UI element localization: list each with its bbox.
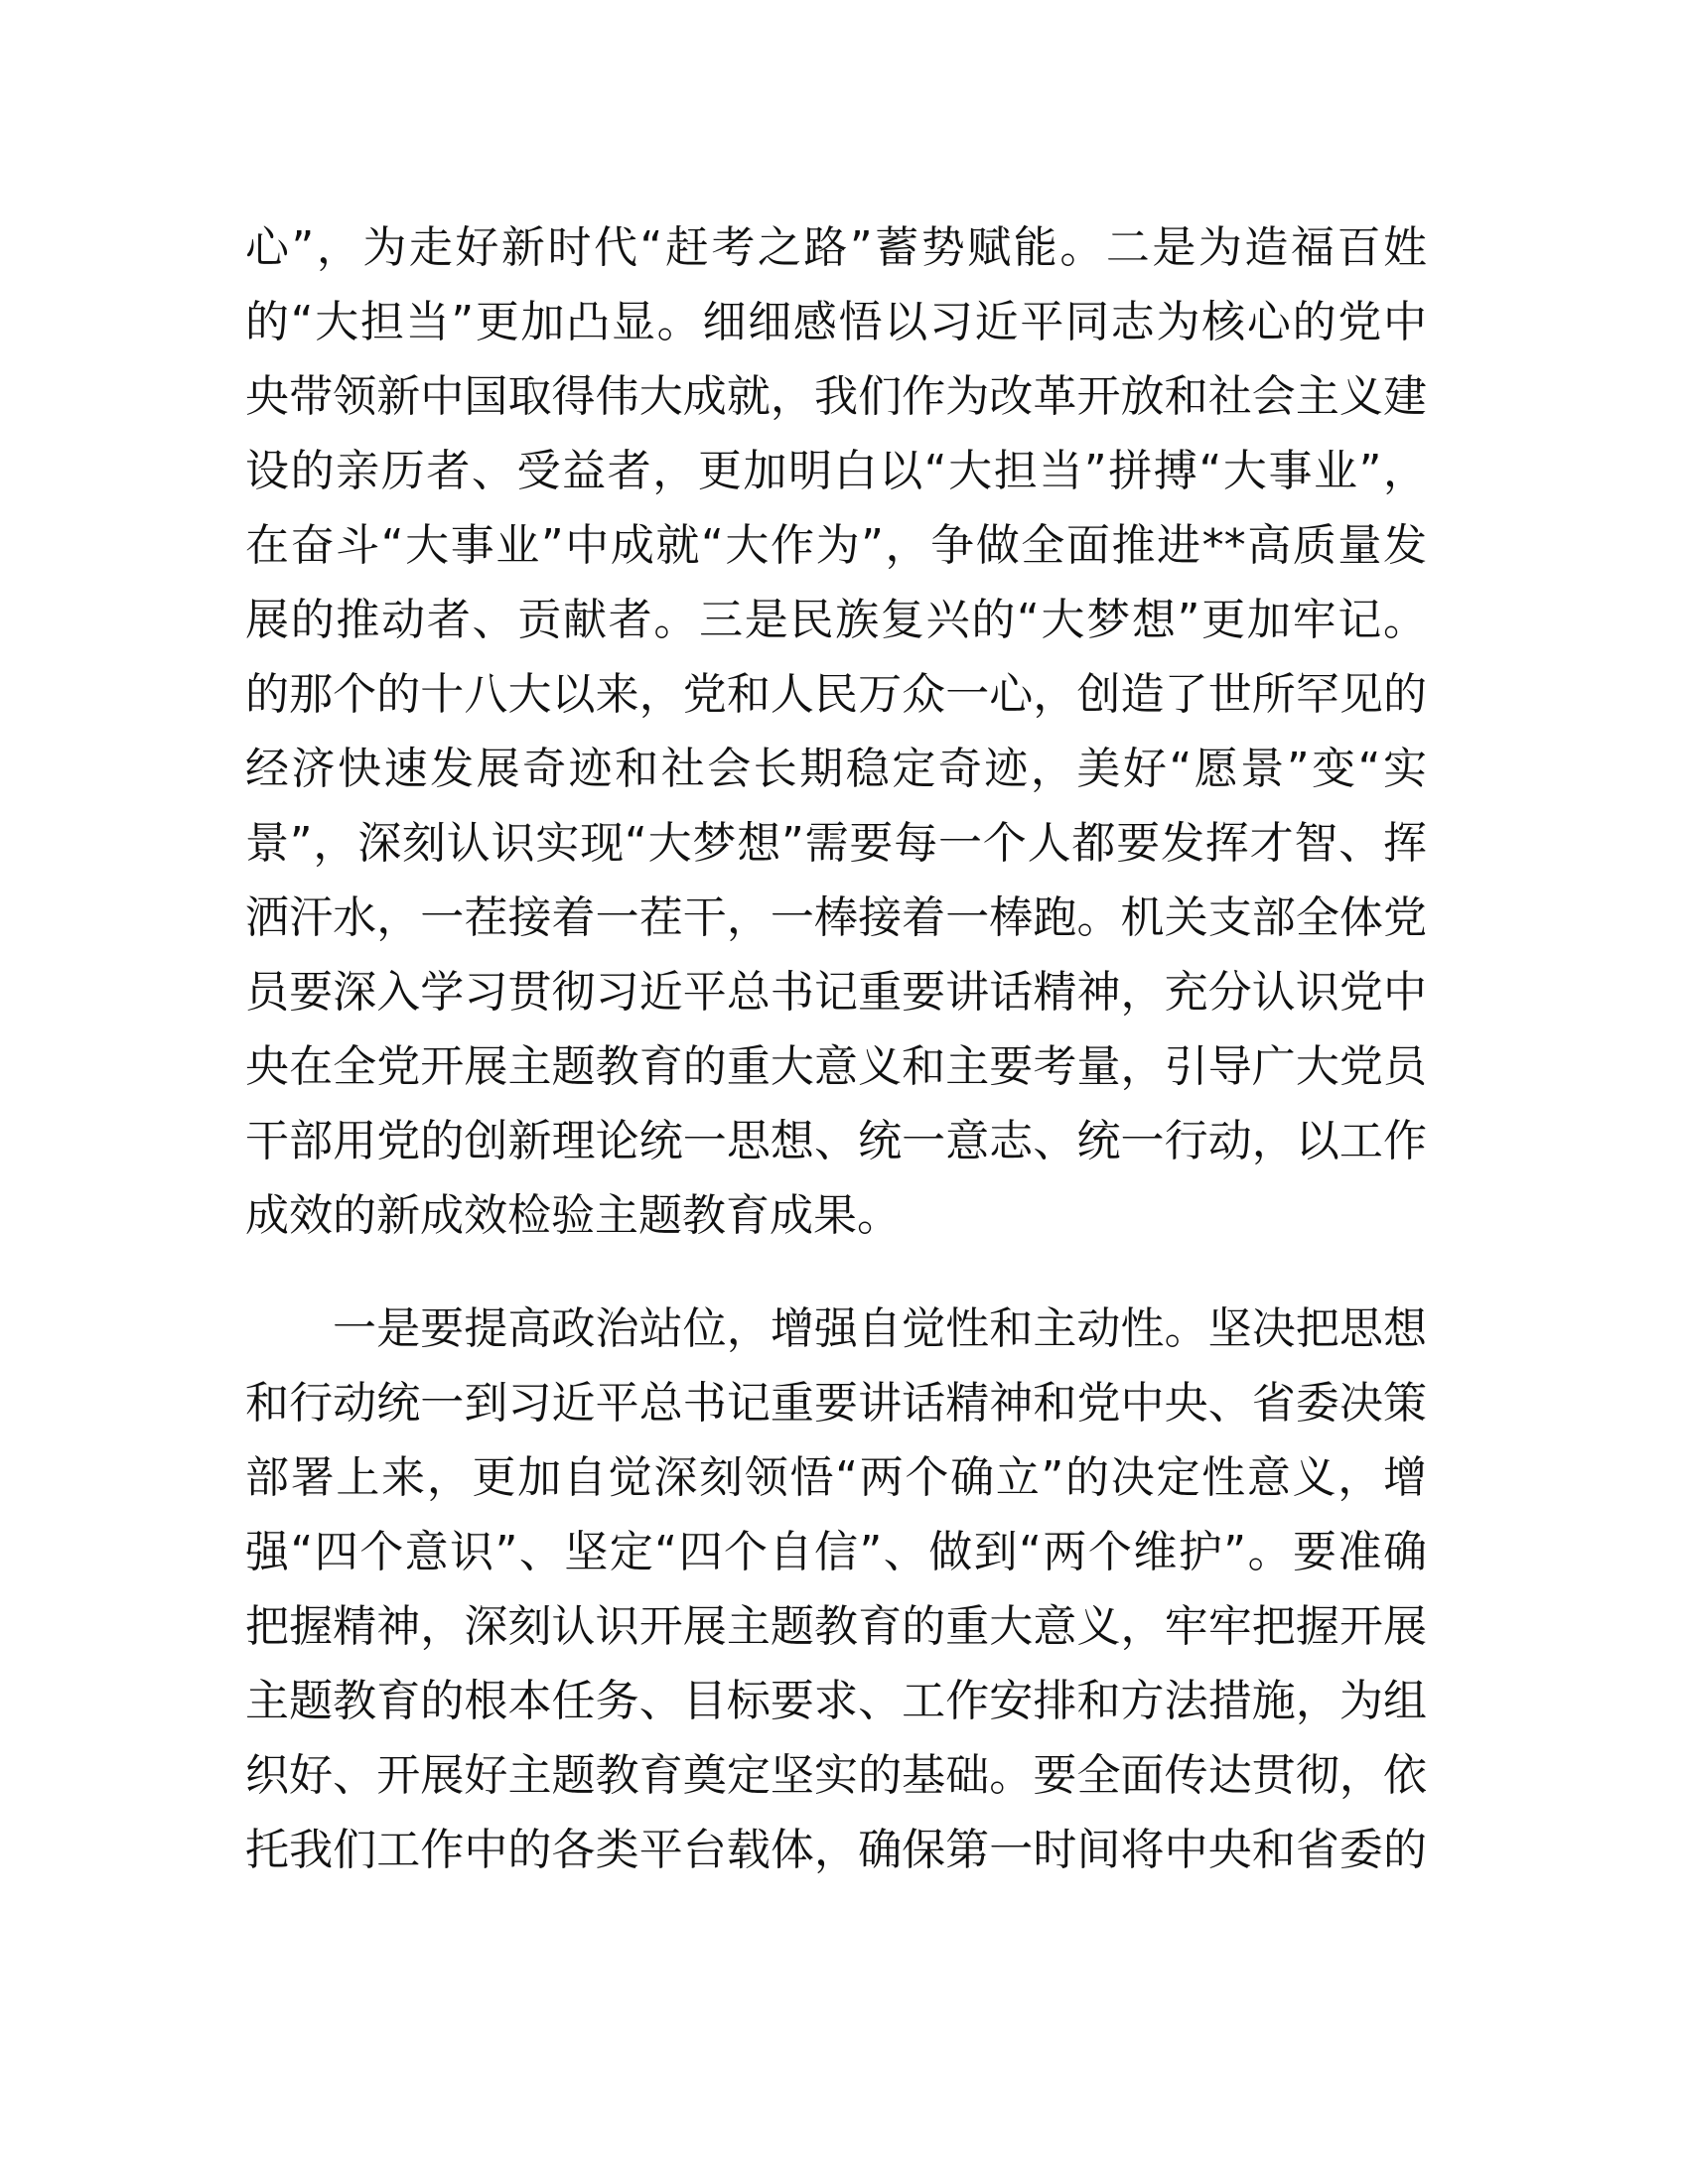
- text-line: 景”，深刻认识实现“大梦想”需要每一个人都要发挥才智、挥: [245, 818, 1427, 869]
- text-line: 织好、开展好主题教育奠定坚实的基础。要全面传达贯彻，依: [245, 1750, 1427, 1801]
- text-line: 强“四个意识”、坚定“四个自信”、做到“两个维护”。要准确: [245, 1527, 1427, 1577]
- paragraph-1: [245, 210, 1427, 1253]
- text-line: 干部用党的创新理论统一思想、统一意志、统一行动，以工作: [245, 1116, 1427, 1166]
- text-line: 成效的新成效检验主题教育成果。: [245, 1190, 901, 1241]
- text-line: 的那个的十八大以来，党和人民万众一心，创造了世所罕见的: [245, 669, 1427, 720]
- text-line: 设的亲历者、受益者，更加明白以“大担当”拼搏“大事业”，: [245, 446, 1427, 496]
- paragraph-2: [245, 1292, 1427, 1887]
- text-line: 的“大担当”更加凸显。细细感悟以习近平同志为核心的党中: [245, 297, 1427, 347]
- document-page: [245, 210, 1427, 1887]
- text-line: 经济快速发展奇迹和社会长期稳定奇迹，美好“愿景”变“实: [245, 744, 1427, 794]
- text-line: 一是要提高政治站位，增强自觉性和主动性。坚决把思想: [333, 1303, 1427, 1354]
- text-line: 和行动统一到习近平总书记重要讲话精神和党中央、省委决策: [245, 1378, 1427, 1429]
- text-line: 央在全党开展主题教育的重大意义和主要考量，引导广大党员: [245, 1041, 1427, 1092]
- text-line: 洒汗水，一茬接着一茬干，一棒接着一棒跑。机关支部全体党: [245, 892, 1427, 943]
- text-line: 托我们工作中的各类平台载体，确保第一时间将中央和省委的: [245, 1825, 1427, 1875]
- text-line: 主题教育的根本任务、目标要求、工作安排和方法措施，为组: [245, 1676, 1427, 1726]
- text-line: 在奋斗“大事业”中成就“大作为”，争做全面推进**高质量发: [245, 520, 1427, 571]
- text-line: 把握精神，深刻认识开展主题教育的重大意义，牢牢把握开展: [245, 1601, 1427, 1652]
- text-line: 展的推动者、贡献者。三是民族复兴的“大梦想”更加牢记。: [245, 595, 1427, 645]
- text-line: 央带领新中国取得伟大成就，我们作为改革开放和社会主义建: [245, 371, 1427, 422]
- text-line: 心”，为走好新时代“赶考之路”蓄势赋能。二是为造福百姓: [245, 222, 1427, 273]
- text-line: 员要深入学习贯彻习近平总书记重要讲话精神，充分认识党中: [245, 967, 1427, 1018]
- text-line: 部署上来，更加自觉深刻领悟“两个确立”的决定性意义，增: [245, 1452, 1427, 1503]
